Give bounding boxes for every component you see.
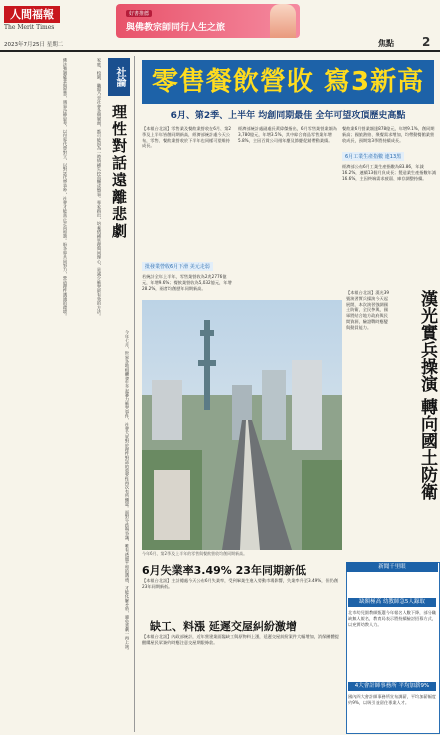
sub-section-pill: 批發業營收6月下滑 美元走弱 [142,262,213,271]
news-intro [348,574,436,596]
editorial-text-1: 今年七月，世界各地相繼發生多起暴力衝突事件，社會大眾對於理性對話的重要性再次有所體認。面對分歧與爭議，唯有透過平和的溝通，才能化解矛盾，避免悲劇一再上演。 [125,330,130,653]
city-photo [142,300,342,550]
main-headline: 零售餐飲營收 寫3新高 [151,67,425,97]
editorial-title: 理性對話遠離悲劇 [110,104,128,240]
ip-box-text: 經濟部公布6月工業生產指數為83.86，年減16.2%，連續13個月負成長；製造業生產指數年減16.6%，主因終端需求疲弱、庫存調整持續。 [342,164,436,181]
newspaper-subtitle: The Merit Times [4,24,55,31]
editorial-text-2: 家庭、校園、職場乃至社會各個層面，都可能因為一時情緒失控而釀成憾事。專家指出，培養情緒管理與同理心，是減少衝突最有效的方法。 [97,58,102,318]
labor-headline: 缺工、料漲 延遲交屋糾紛激增 [150,620,297,633]
unemployment-text: 【本報台北訊】主計總處今天公布6月失業率，受到畢業生進入勞動市場影響，失業率升至3.49%，但仍創23年同期新低。 [142,578,339,589]
page-number: 2 [422,35,431,49]
top-rule [0,50,440,52]
photo-caption: 今年6月、第2季及上半年的零售與餐飲營收均創同期新高。 [142,551,248,556]
editorial-label: 社論 [108,58,130,96]
news-head-1: 缺額極高 幼教師急5人錄取 [348,598,436,607]
labor-text: 【本報台北訊】內政部統計，近年營建業面臨缺工與原物料上漲，延遲交屋糾紛案件大幅增加，消保團體提醒購屋民眾簽約時應注意交屋期限條款。 [142,634,339,645]
military-headline: 漢光實兵操演 轉向國土防衛 [417,290,437,500]
editorial-text-3: 佛法強調慈悲與智慧，遇事冷靜思考，以包容代替對立，以對話代替爭吵，社會才能真正走向和諧。盼各界共同努力，營造理性溝通的環境。 [63,58,68,318]
headline-text-col2: 經濟部統計處副處長黃偉傑指出，6月零售業營業額為3,780億元，年增3.5%，其中綜合商品零售業年增5.8%，主因百貨公司週年慶及節慶促銷帶動業績。 [238,126,337,143]
ip-box-head: 6月工業生產指數 連13黑 [342,152,404,161]
dateline: 2023年7月25日 星期二 [4,42,64,48]
banner-person-image [270,4,296,38]
news-box-title: 新聞千里眼 [346,562,438,572]
city-skyline-image [142,300,342,550]
headline-text-col3: 餐飲業6月營業額達878億元，年增9.1%，創同期新高；國旅熱絡、聚餐需求增加，均帶動餐館業營收成長，預期第3季將持續成長。 [342,126,435,143]
unemployment-headline: 6月失業率3.49% 23年同期新低 [142,564,306,577]
news-text-2: 國內四大會計師事務所宣布調薪，平均加薪幅度約9%，以吸引並留住專業人才。 [348,694,436,705]
news-text-1: 北市幼兒園教師甄選今年報名人數下降，部分職缺無人報名，教育局表示將持續檢討招募方式，以充實幼教人力。 [348,610,436,627]
banner-text: 與佛教宗師同行人生之旅 [126,23,226,33]
news-head-2: 4大會計師事務所 平均加薪9% [348,682,436,691]
newspaper-logo: 人間福報 [4,6,60,23]
lead-paragraph: 【本報台北訊】零售業及餐飲業營收在6月、第2季及上半年皆創同期新高，經濟部統計處今天公布，零售、餐飲業營收於下半年也同樣可望維持成長。 [142,126,232,149]
military-text: 【本報台北訊】漢光39號演習實兵操演今天起展開，本次演習強調國土防衛，全民參與，國軍將結合地方政府與民間資源，驗證戰時應變與動員能力。 [346,290,390,330]
sub-headline: 6月、第2季、上半年 均創同期最佳 全年可望攻頂歷史高點 [170,111,406,121]
sub-section-text: 若統計全年上半年，零售業營收為2兆2776億元，年增9.6%；餐飲業營收為5,032億元，年增28.2%，兩者均創歷年同期新高。 [142,274,232,291]
banner-tag: 好書推薦 [126,10,152,17]
section-name: 焦點 [378,39,394,48]
